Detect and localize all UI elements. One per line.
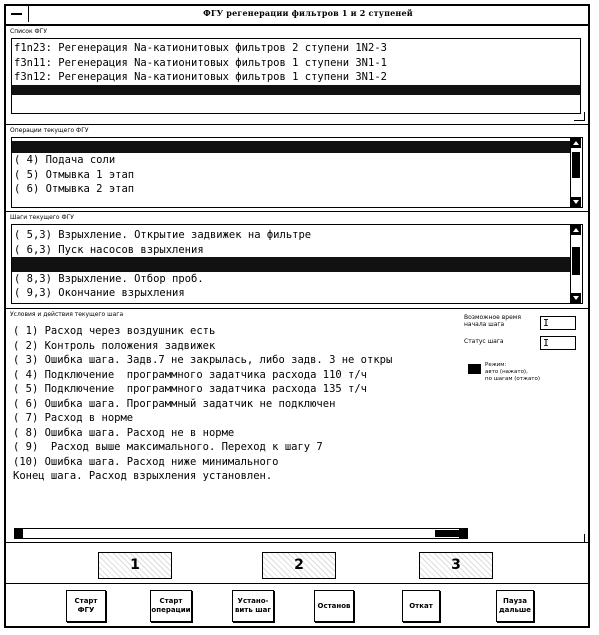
operation-item[interactable]: ( 5) Отмывка 1 этап [14, 168, 135, 181]
divider [6, 542, 588, 543]
set-step-button[interactable]: Устано- вить шаг [232, 590, 274, 622]
condition-item[interactable]: Конец шага. Расход взрыхления установлен. [13, 470, 273, 482]
mode-toggle[interactable] [468, 364, 481, 374]
operation-item[interactable]: ( 6) Отмывка 2 этап [14, 183, 135, 195]
step-item[interactable]: ( 9,3) Окончание взрыхления [14, 287, 185, 299]
condition-item[interactable]: ( 5) Подключение программного задатчика расхода 135 т/ч [13, 383, 368, 395]
scroll-right-icon[interactable] [459, 529, 467, 538]
conditions-list[interactable] [11, 322, 464, 539]
scroll-thumb[interactable] [572, 247, 580, 275]
start-time-field[interactable]: I [540, 316, 576, 330]
step-button-2[interactable]: 2 [262, 552, 336, 579]
divider [6, 583, 588, 584]
step-button-3[interactable]: 3 [419, 552, 493, 579]
step-item[interactable]: ( 6,3) Пуск насосов взрыхления [14, 243, 204, 256]
condition-item[interactable]: ( 9) Расход выше максимального. Переход к шагу 7 [13, 441, 323, 453]
start-fgu-button[interactable]: Старт ФГУ [66, 590, 106, 622]
start-time-label: Возможное время начала шага [464, 314, 521, 328]
fgu-list-caption: Список ФГУ [10, 28, 47, 35]
pause-continue-button[interactable]: Пауза дальше [496, 590, 534, 622]
operation-item[interactable]: ( 4) Подача соли [14, 154, 116, 166]
scroll-up-icon[interactable] [571, 225, 581, 235]
step-item-selected[interactable] [12, 257, 570, 272]
steps-scrollbar[interactable] [570, 225, 582, 303]
step-item[interactable]: ( 5,3) Взрыхление. Открытие задвижек на фильтре [14, 229, 312, 241]
operations-list[interactable] [11, 137, 583, 208]
operations-scrollbar[interactable] [570, 138, 582, 207]
condition-item[interactable]: ( 6) Ошибка шага. Программный задатчик не подключен [13, 397, 336, 410]
fgu-list[interactable] [11, 38, 581, 114]
operations-caption: Операции текущего ФГУ [10, 127, 89, 134]
scroll-thumb[interactable] [572, 152, 580, 178]
scroll-down-icon[interactable] [571, 197, 581, 207]
condition-item[interactable]: ( 2) Контроль положения задвижек [13, 339, 216, 352]
fgu-list-item-selected[interactable] [12, 85, 580, 95]
divider [6, 124, 588, 125]
scroll-left-icon[interactable] [15, 529, 23, 538]
window-title: ФГУ регенерации фильтров 1 и 2 ступеней [203, 8, 413, 18]
conditions-hscrollbar[interactable] [14, 528, 468, 539]
divider [6, 308, 588, 309]
resize-handle[interactable] [574, 112, 585, 121]
scroll-thumb[interactable] [435, 530, 459, 537]
resize-handle[interactable] [574, 534, 585, 543]
stop-button[interactable]: Останов [314, 590, 354, 622]
system-menu-icon[interactable] [6, 6, 29, 22]
status-label: Статус шага [464, 338, 504, 345]
rollback-button[interactable]: Откат [402, 590, 440, 622]
condition-item[interactable]: ( 1) Расход через воздушник есть [13, 325, 216, 337]
fgu-list-item[interactable]: f3n11: Регенерация Na-катионитовых фильтров 1 ступени 3N1-1 [14, 56, 387, 69]
fgu-list-item[interactable]: f3n12: Регенерация Na-катионитовых фильтров 1 ступени 3N1-2 [14, 71, 387, 83]
scroll-down-icon[interactable] [571, 293, 581, 303]
conditions-caption: Условия и действия текущего шага [10, 311, 124, 318]
condition-item[interactable]: ( 4) Подключение программного задатчика расхода 110 т/ч [13, 368, 368, 381]
condition-item[interactable]: ( 7) Расход в норме [13, 412, 134, 424]
status-field[interactable]: I [540, 336, 576, 350]
main-window [4, 4, 590, 628]
step-button-1[interactable]: 1 [98, 552, 172, 579]
condition-item[interactable]: ( 8) Ошибка шага. Расход не в норме [13, 426, 235, 439]
step-item[interactable]: ( 8,3) Взрыхление. Отбор проб. [14, 272, 204, 285]
divider [6, 211, 588, 212]
condition-item[interactable]: (10) Ошибка шага. Расход ниже минимального [13, 455, 279, 468]
start-operation-button[interactable]: Старт операции [150, 590, 192, 622]
steps-caption: Шаги текущего ФГУ [10, 214, 74, 221]
scroll-up-icon[interactable] [571, 138, 581, 148]
operation-item-selected[interactable] [12, 141, 570, 153]
mode-label: Режим: авто (нажато), по шагам (отжато) [485, 362, 541, 382]
fgu-list-item[interactable]: f1n23: Регенерация Na-катионитовых фильтров 2 ступени 1N2-3 [14, 42, 387, 54]
condition-item[interactable]: ( 3) Ошибка шага. Задв.7 не закрылась, либо задв. 3 не откры [13, 354, 393, 366]
steps-list[interactable] [11, 224, 583, 304]
title-bar [6, 6, 588, 26]
